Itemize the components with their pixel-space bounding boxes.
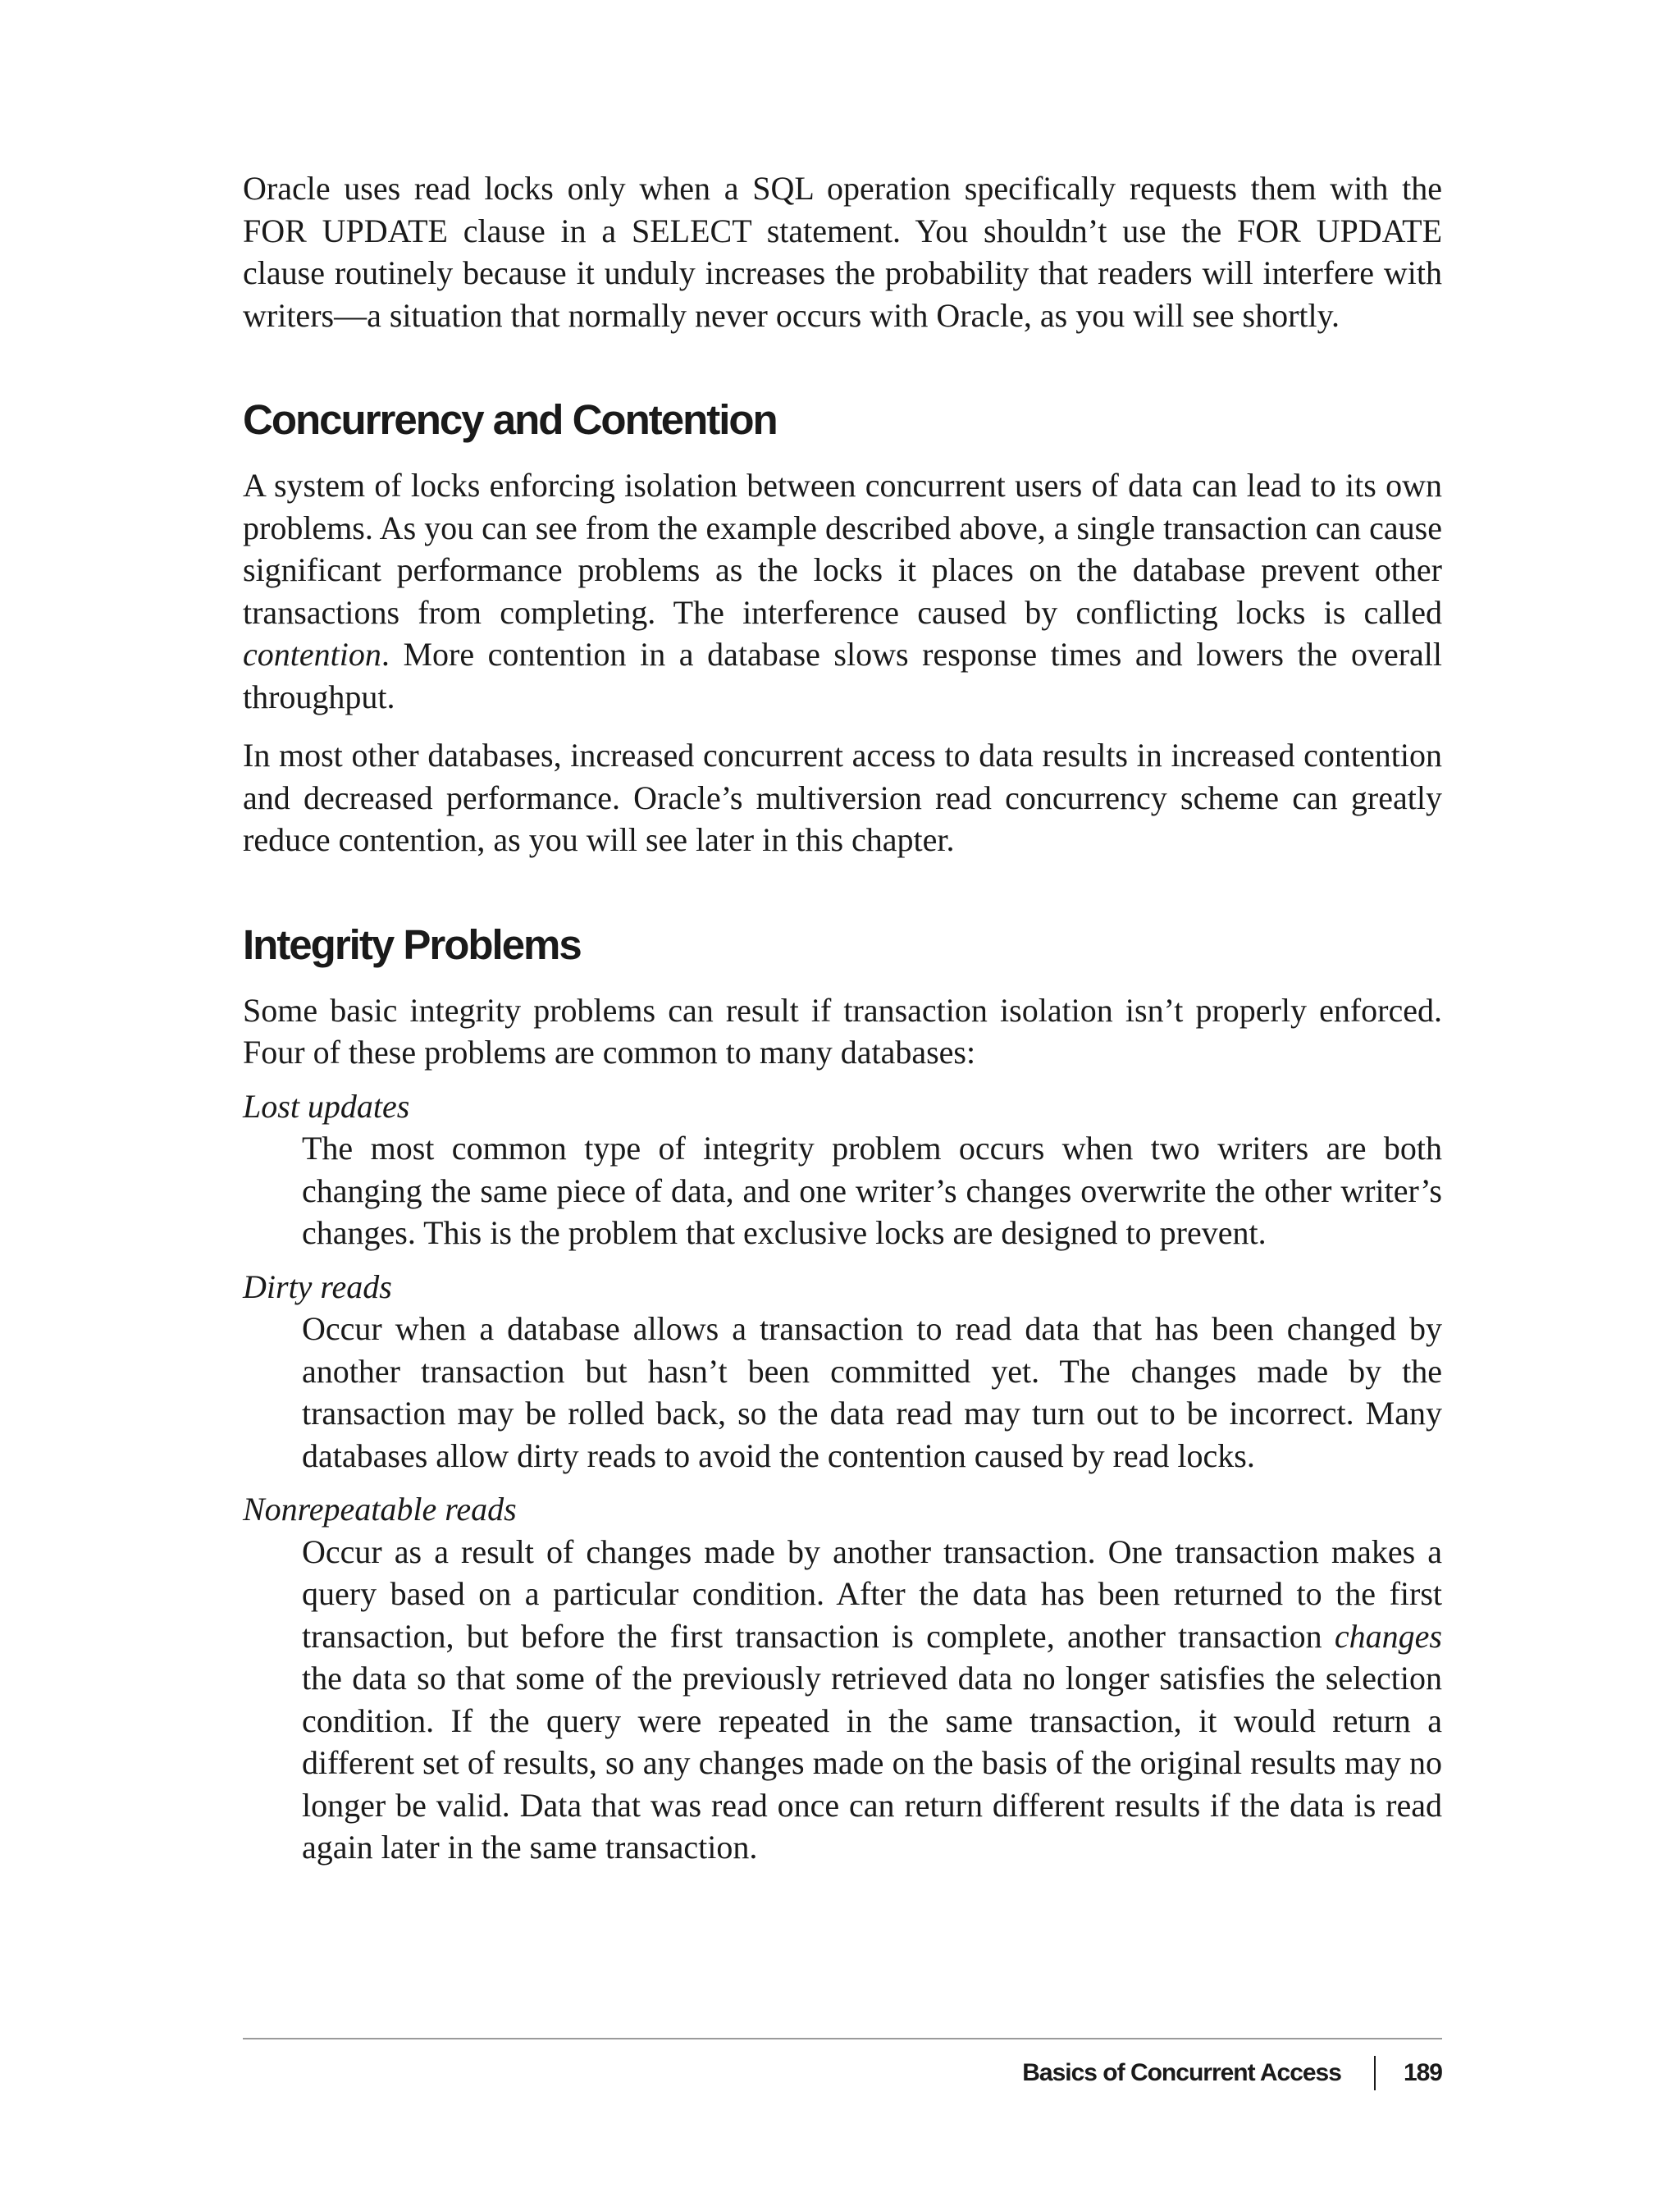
multiversion-paragraph: In most other databases, increased concurrent access to data results in increased contention and decreased performance. Oracle’s multiversion read concurrency scheme can greatly reduce contention, as you will see later in this chapter.	[243, 737, 1442, 858]
running-chapter-title: Basics of Concurrent Access	[1022, 2059, 1341, 2086]
page-content	[243, 167, 1442, 1869]
intro-paragraph: Oracle uses read locks only when a SQL operation specifically requests them with the FOR UPDATE clause in a SELECT statement. You shouldn’t use the FOR UPDATE clause routinely because it unduly increases the probability that readers will interfere with writers—a situation that normally never occurs with Oracle, as you will see shortly.	[243, 170, 1442, 334]
definition-dirty-reads: Occur when a database allows a transaction to read data that has been changed by another transaction but hasn’t been committed yet. The changes made by the transaction may be rolled back, so the data read may turn out to be incorrect. Many databases allow dirty reads to avoid the contention caused by read locks.	[302, 1310, 1442, 1474]
footer-text	[1022, 2056, 1442, 2090]
contention-term: contention	[243, 636, 381, 673]
section-heading-concurrency: Concurrency and Contention	[243, 396, 777, 443]
footer-separator	[1374, 2056, 1376, 2090]
definition-nonrepeatable-text-2: the data so that some of the previously retrieved data no longer satisfies the selection condition. If the query were repeated in the same transaction, it would return a different set of results, so any changes made on the basis of the original results may no longer be valid. Data that was read once can return different results if the data is read again later in the same transaction.	[302, 1660, 1442, 1866]
contention-paragraph	[243, 464, 1442, 718]
term-nonrepeatable-reads: Nonrepeatable reads	[243, 1491, 517, 1528]
changes-emphasis: changes	[1334, 1617, 1442, 1655]
section-heading-integrity: Integrity Problems	[243, 920, 581, 968]
integrity-intro-paragraph: Some basic integrity problems can result if transaction isolation isn’t properly enforced. Four of these problems are common to many databases:	[243, 991, 1442, 1071]
term-dirty-reads: Dirty reads	[243, 1267, 392, 1305]
definition-nonrepeatable-text-1: Occur as a result of changes made by another transaction. One transaction makes a query based on a particular condition. After the data has been returned to the first transaction, but before the first transaction is complete, another transaction	[302, 1532, 1442, 1655]
contention-paragraph-text-2: . More contention in a database slows response times and lowers the overall throughput.	[243, 636, 1442, 715]
page-footer	[243, 2038, 1442, 2086]
definition-lost-updates: The most common type of integrity problem occurs when two writers are both changing the same piece of data, and one writer’s changes overwrite the other writer’s changes. This is the problem that exclusive locks are designed to prevent.	[302, 1130, 1442, 1251]
page-number: 189	[1403, 2059, 1442, 2086]
contention-paragraph-text-1: A system of locks enforcing isolation between concurrent users of data can lead to its own problems. As you can see from the example described above, a single transaction can cause significant performance problems as the locks it places on the database prevent other transactions from completing. The interference caused by conflicting locks is called	[243, 467, 1442, 631]
definition-nonrepeatable-reads	[302, 1531, 1442, 1869]
term-lost-updates: Lost updates	[243, 1087, 410, 1125]
definition-list	[243, 1085, 1442, 1869]
